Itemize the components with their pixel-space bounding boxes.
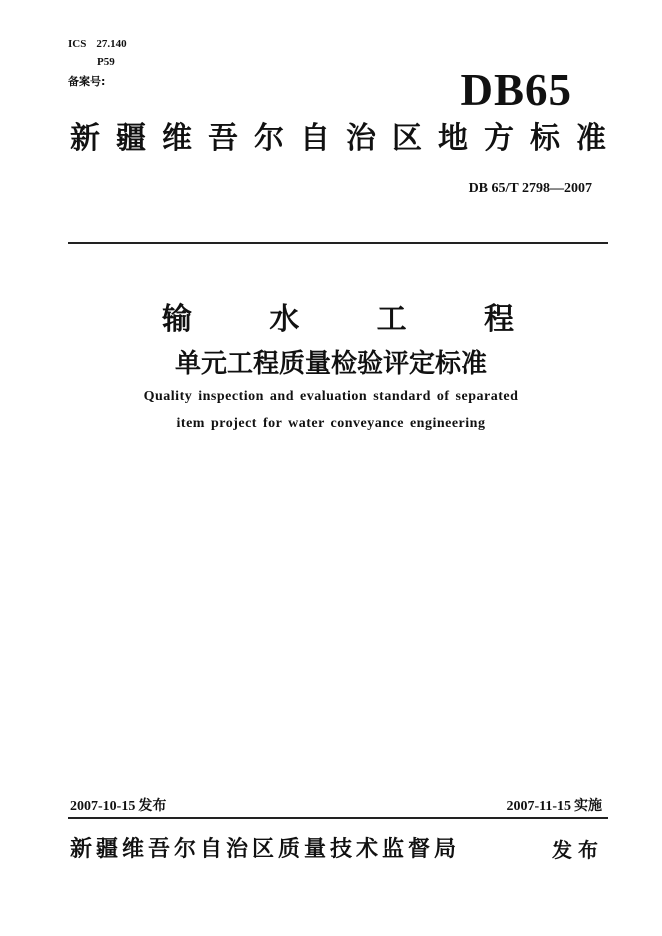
document-title-line2: 单元工程质量检验评定标准 <box>174 349 487 379</box>
issue-word: 发布 <box>552 838 604 862</box>
english-title-line2: item project for water conveyance engineering <box>176 416 486 431</box>
implementation-date-label: 实施 <box>574 798 602 814</box>
ics-value: 27.140 <box>96 38 127 50</box>
footer-divider <box>68 817 608 819</box>
issuing-authority: 新疆维吾尔自治区质量技术监督局 <box>70 837 461 862</box>
implementation-date <box>506 795 602 815</box>
standard-type-title: 新疆维吾尔自治区地方标准 <box>70 121 607 156</box>
ics-label: ICS <box>68 38 87 50</box>
issue-date-value: 2007-10-15 <box>70 799 136 814</box>
ics-code <box>68 38 127 50</box>
document-title-line1: 输水工程 <box>162 302 514 337</box>
implementation-date-value: 2007-11-15 <box>506 799 571 814</box>
issue-date-label: 发布 <box>138 798 167 814</box>
ccs-code: P59 <box>97 56 115 68</box>
header-divider <box>68 242 608 244</box>
filing-number-label: 备案号: <box>68 75 106 88</box>
english-title-line1: Quality inspection and evaluation standard of separated <box>143 389 519 404</box>
issue-date <box>70 795 166 815</box>
standard-code-logo: DB65 <box>460 65 572 115</box>
standard-number: DB 65/T 2798—2007 <box>468 181 592 196</box>
